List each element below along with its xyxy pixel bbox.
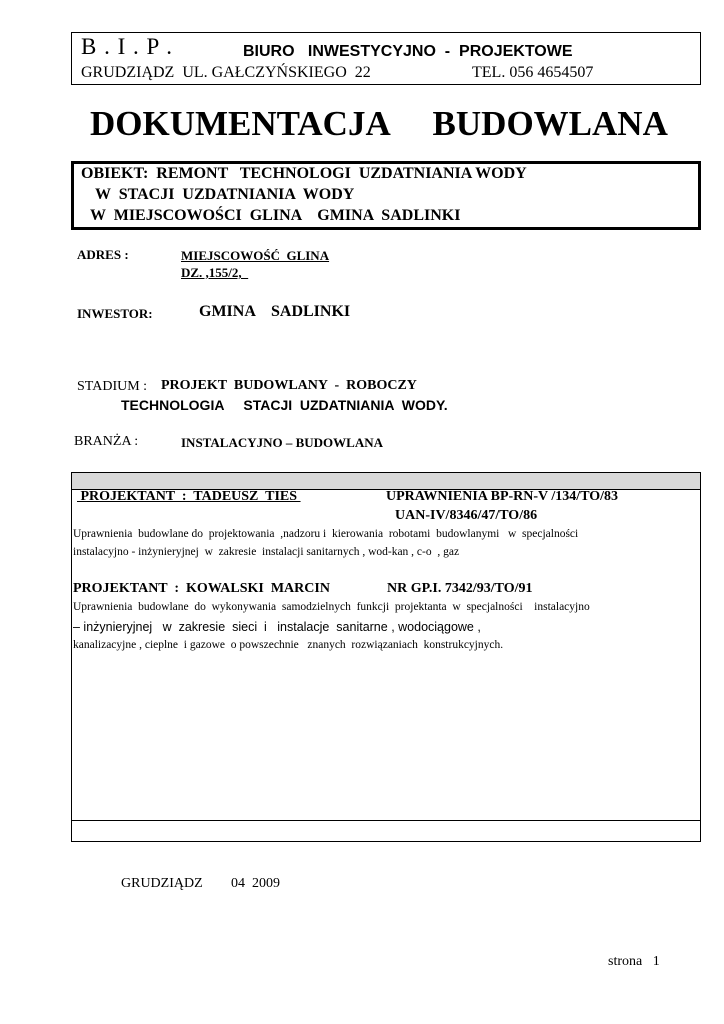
inwestor-label: INWESTOR: (77, 306, 153, 321)
projektant-1-uprawnienia-1: UPRAWNIENIA BP-RN-V /134/TO/83 (386, 489, 619, 504)
stadium-line-2: TECHNOLOGIA STACJI UZDATNIANIA WODY. (121, 397, 448, 413)
projektant-2-nr: NR GP.I. 7342/93/TO/91 (387, 581, 533, 596)
projektant-2-desc-1: Uprawnienia budowlane do wykonywania samodzielnych funkcji projektanta w specjalności instalacyjno (73, 601, 590, 613)
projektant-1-desc-2: instalacyjno - inżynieryjnej w zakresie instalacji sanitarnych , wod-kan , c-o , gaz (73, 546, 460, 558)
footer-place: GRUDZIĄDZ (121, 876, 203, 891)
page-title: DOKUMENTACJA BUDOWLANA (90, 104, 668, 143)
footer-date: 04 2009 (231, 876, 280, 891)
company-phone: TEL. 056 4654507 (472, 64, 594, 81)
branza-label: BRANŻA : (74, 434, 139, 449)
adres-line-2: DZ. ,155/2, (181, 265, 249, 280)
branza-value: INSTALACYJNO – BUDOWLANA (181, 435, 384, 450)
stadium-value: PROJEKT BUDOWLANY - ROBOCZY (161, 378, 417, 393)
company-logo: B . I . P . (81, 34, 173, 59)
company-name: BIURO INWESTYCYJNO - PROJEKTOWE (243, 43, 573, 60)
inwestor-value: GMINA SADLINKI (199, 303, 351, 320)
objekt-line-2: W STACJI UZDATNIANIA WODY (95, 186, 355, 203)
projektant-2-name: PROJEKTANT : KOWALSKI MARCIN (73, 581, 330, 596)
projektant-2-desc-2: – inżynieryjnej w zakresie sieci i instalacje sanitarne , wodociągowe , (73, 620, 481, 634)
projektant-box-divider (72, 820, 700, 821)
projektant-box-header (72, 473, 700, 490)
stadium-label: STADIUM : (77, 379, 148, 394)
projektant-1-uprawnienia-2: UAN-IV/8346/47/TO/86 (395, 508, 538, 523)
objekt-line-3: W MIEJSCOWOŚCI GLINA GMINA SADLINKI (90, 207, 461, 224)
adres-line-1: MIEJSCOWOŚĆ GLINA (181, 248, 330, 263)
company-address: GRUDZIĄDZ UL. GAŁCZYŃSKIEGO 22 (81, 64, 371, 81)
objekt-line-1: OBIEKT: REMONT TECHNOLOGI UZDATNIANIA WODY (81, 165, 527, 182)
projektant-1-name: PROJEKTANT : TADEUSZ TIES (77, 489, 301, 504)
projektant-2-desc-3: kanalizacyjne , cieplne i gazowe o powszechnie znanych rozwiązaniach konstrukcyjnych. (73, 639, 504, 651)
adres-label: ADRES : (77, 247, 129, 262)
projektant-1-desc-1: Uprawnienia budowlane do projektowania ,nadzoru i kierowania robotami budowlanymi w specjalności (73, 528, 579, 540)
page-number: strona 1 (608, 954, 660, 969)
